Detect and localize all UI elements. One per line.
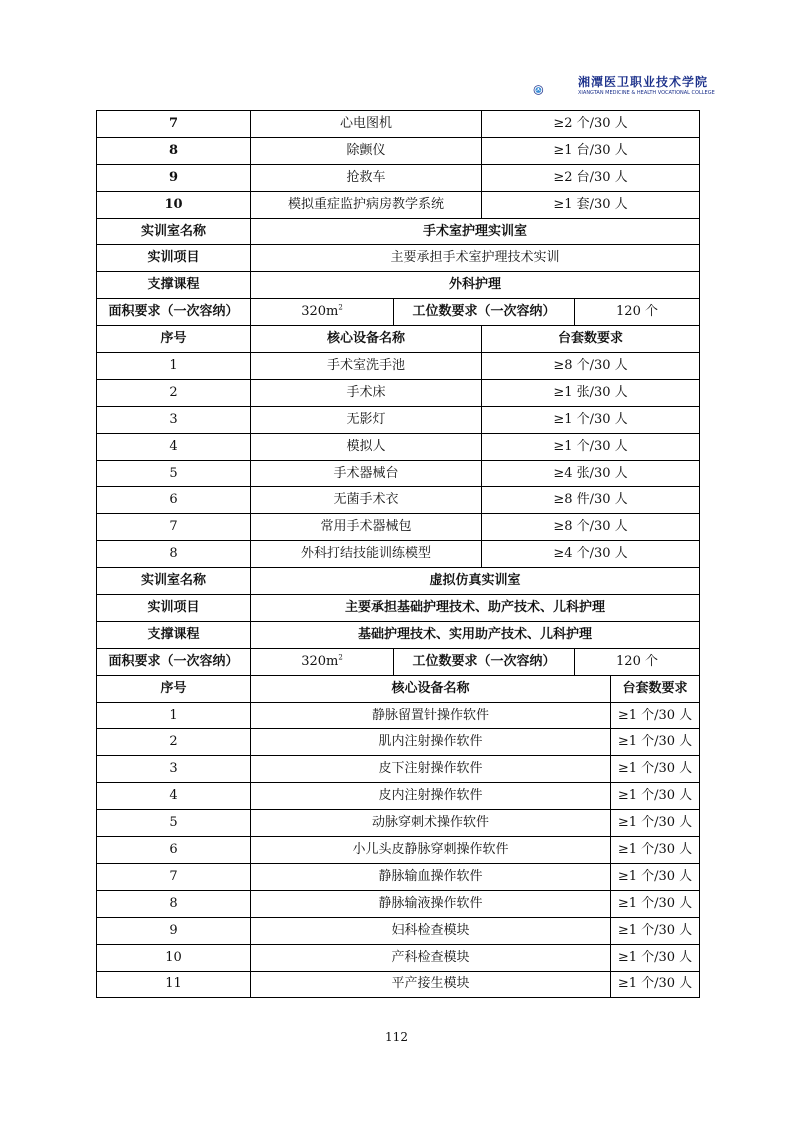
seq-cell: 10 <box>97 944 251 971</box>
table-row <box>97 353 700 380</box>
equipment-cell: 静脉输血操作软件 <box>251 863 611 890</box>
label-cell: 工位数要求（一次容纳） <box>394 648 575 675</box>
equipment-cell: 心电图机 <box>251 111 482 138</box>
table-row <box>97 111 700 138</box>
stations-value: 120 个 <box>575 299 700 326</box>
seq-cell: 7 <box>97 863 251 890</box>
table-row <box>97 621 700 648</box>
label-cell: 面积要求（一次容纳） <box>97 648 251 675</box>
equipment-cell: 皮下注射操作软件 <box>251 756 611 783</box>
equipment-cell: 静脉留置针操作软件 <box>251 702 611 729</box>
table-row <box>97 917 700 944</box>
seq-cell: 5 <box>97 460 251 487</box>
requirement-cell: ≥2 台/30 人 <box>482 164 700 191</box>
equipment-cell: 小儿头皮静脉穿刺操作软件 <box>251 837 611 864</box>
seq-cell: 5 <box>97 810 251 837</box>
table-row <box>97 245 700 272</box>
project-value: 主要承担手术室护理技术实训 <box>251 245 700 272</box>
table-row <box>97 971 700 998</box>
equipment-cell: 手术床 <box>251 379 482 406</box>
room-name: 虚拟仿真实训室 <box>251 568 700 595</box>
area-value <box>251 648 394 675</box>
seq-cell: 7 <box>97 111 251 138</box>
area-number: 320m <box>301 653 339 669</box>
label-cell: 实训室名称 <box>97 218 251 245</box>
table-row <box>97 675 700 702</box>
course-value: 外科护理 <box>251 272 700 299</box>
label-cell: 实训室名称 <box>97 568 251 595</box>
equipment-cell: 妇科检查模块 <box>251 917 611 944</box>
requirement-cell: ≥1 个/30 人 <box>611 810 700 837</box>
table-row <box>97 191 700 218</box>
table-row <box>97 164 700 191</box>
requirement-cell: ≥1 张/30 人 <box>482 379 700 406</box>
requirement-cell: ≥1 套/30 人 <box>482 191 700 218</box>
equipment-cell: 手术室洗手池 <box>251 353 482 380</box>
equipment-cell: 平产接生模块 <box>251 971 611 998</box>
requirement-cell: ≥1 个/30 人 <box>611 971 700 998</box>
seq-cell: 8 <box>97 890 251 917</box>
requirement-cell: ≥1 个/30 人 <box>482 433 700 460</box>
header-cell: 台套数要求 <box>611 675 700 702</box>
header-cell: 台套数要求 <box>482 326 700 353</box>
table-row <box>97 487 700 514</box>
equipment-cell: 手术器械台 <box>251 460 482 487</box>
table-row <box>97 863 700 890</box>
label-cell: 支撑课程 <box>97 272 251 299</box>
table-row <box>97 326 700 353</box>
header-cell: 核心设备名称 <box>251 326 482 353</box>
label-cell: 实训项目 <box>97 595 251 622</box>
requirement-cell: ≥1 个/30 人 <box>611 944 700 971</box>
equipment-cell: 常用手术器械包 <box>251 514 482 541</box>
header-cell: 序号 <box>97 675 251 702</box>
seq-cell: 10 <box>97 191 251 218</box>
table-row <box>97 433 700 460</box>
table-row <box>97 890 700 917</box>
requirement-cell: ≥1 个/30 人 <box>611 837 700 864</box>
header-cell: 序号 <box>97 326 251 353</box>
table-row <box>97 299 700 326</box>
area-number: 320m <box>301 304 339 320</box>
requirement-cell: ≥1 台/30 人 <box>482 137 700 164</box>
seq-cell: 2 <box>97 729 251 756</box>
table-row <box>97 944 700 971</box>
stations-value: 120 个 <box>575 648 700 675</box>
table-row <box>97 379 700 406</box>
table-row <box>97 460 700 487</box>
school-name: 湘潭医卫职业技术学院 <box>578 75 709 89</box>
equipment-cell: 皮内注射操作软件 <box>251 783 611 810</box>
equipment-cell: 模拟重症监护病房教学系统 <box>251 191 482 218</box>
equipment-cell: 模拟人 <box>251 433 482 460</box>
equipment-cell: 无影灯 <box>251 406 482 433</box>
header-cell: 核心设备名称 <box>251 675 611 702</box>
requirement-cell: ≥1 个/30 人 <box>482 406 700 433</box>
table-row <box>97 541 700 568</box>
equipment-cell: 除颤仪 <box>251 137 482 164</box>
seq-cell: 6 <box>97 837 251 864</box>
table-row <box>97 837 700 864</box>
seq-cell: 2 <box>97 379 251 406</box>
room-name: 手术室护理实训室 <box>251 218 700 245</box>
equipment-cell: 肌内注射操作软件 <box>251 729 611 756</box>
equipment-cell: 抢救车 <box>251 164 482 191</box>
requirement-cell: ≥1 个/30 人 <box>611 756 700 783</box>
table-row <box>97 218 700 245</box>
table-row <box>97 568 700 595</box>
table-row <box>97 648 700 675</box>
label-cell: 支撑课程 <box>97 621 251 648</box>
area-unit-sup: 2 <box>338 653 343 662</box>
table-row <box>97 729 700 756</box>
table-row <box>97 702 700 729</box>
seq-cell: 6 <box>97 487 251 514</box>
equipment-cell: 动脉穿刺术操作软件 <box>251 810 611 837</box>
equipment-cell: 静脉输液操作软件 <box>251 890 611 917</box>
equipment-table <box>96 110 700 998</box>
requirement-cell: ≥8 件/30 人 <box>482 487 700 514</box>
table-row <box>97 756 700 783</box>
college-logo <box>533 70 577 110</box>
project-value: 主要承担基础护理技术、助产技术、儿科护理 <box>251 595 700 622</box>
requirement-cell: ≥4 个/30 人 <box>482 541 700 568</box>
label-cell: 面积要求（一次容纳） <box>97 299 251 326</box>
seq-cell: 4 <box>97 783 251 810</box>
seq-cell: 9 <box>97 164 251 191</box>
requirement-cell: ≥1 个/30 人 <box>611 890 700 917</box>
requirement-cell: ≥4 张/30 人 <box>482 460 700 487</box>
school-name-en: XIANGTAN MEDICINE & HEALTH VOCATIONAL COLLEGE <box>578 90 715 96</box>
label-cell: 工位数要求（一次容纳） <box>394 299 575 326</box>
requirement-cell: ≥2 个/30 人 <box>482 111 700 138</box>
table-row <box>97 595 700 622</box>
requirement-cell: ≥1 个/30 人 <box>611 729 700 756</box>
requirement-cell: ≥8 个/30 人 <box>482 353 700 380</box>
requirement-cell: ≥1 个/30 人 <box>611 783 700 810</box>
seq-cell: 11 <box>97 971 251 998</box>
equipment-cell: 外科打结技能训练模型 <box>251 541 482 568</box>
area-unit-sup: 2 <box>338 303 343 312</box>
equipment-cell: 无菌手术衣 <box>251 487 482 514</box>
area-value <box>251 299 394 326</box>
table-row <box>97 137 700 164</box>
seq-cell: 7 <box>97 514 251 541</box>
seq-cell: 3 <box>97 756 251 783</box>
table-row <box>97 406 700 433</box>
table-row <box>97 272 700 299</box>
requirement-cell: ≥1 个/30 人 <box>611 863 700 890</box>
seq-cell: 1 <box>97 353 251 380</box>
table-row <box>97 810 700 837</box>
seq-cell: 3 <box>97 406 251 433</box>
label-cell: 实训项目 <box>97 245 251 272</box>
table-row <box>97 514 700 541</box>
table-row <box>97 783 700 810</box>
course-value: 基础护理技术、实用助产技术、儿科护理 <box>251 621 700 648</box>
page-number: 112 <box>385 1030 408 1044</box>
requirement-cell: ≥1 个/30 人 <box>611 917 700 944</box>
seq-cell: 8 <box>97 541 251 568</box>
seq-cell: 4 <box>97 433 251 460</box>
requirement-cell: ≥8 个/30 人 <box>482 514 700 541</box>
equipment-cell: 产科检查模块 <box>251 944 611 971</box>
requirement-cell: ≥1 个/30 人 <box>611 702 700 729</box>
seq-cell: 1 <box>97 702 251 729</box>
seq-cell: 8 <box>97 137 251 164</box>
seq-cell: 9 <box>97 917 251 944</box>
